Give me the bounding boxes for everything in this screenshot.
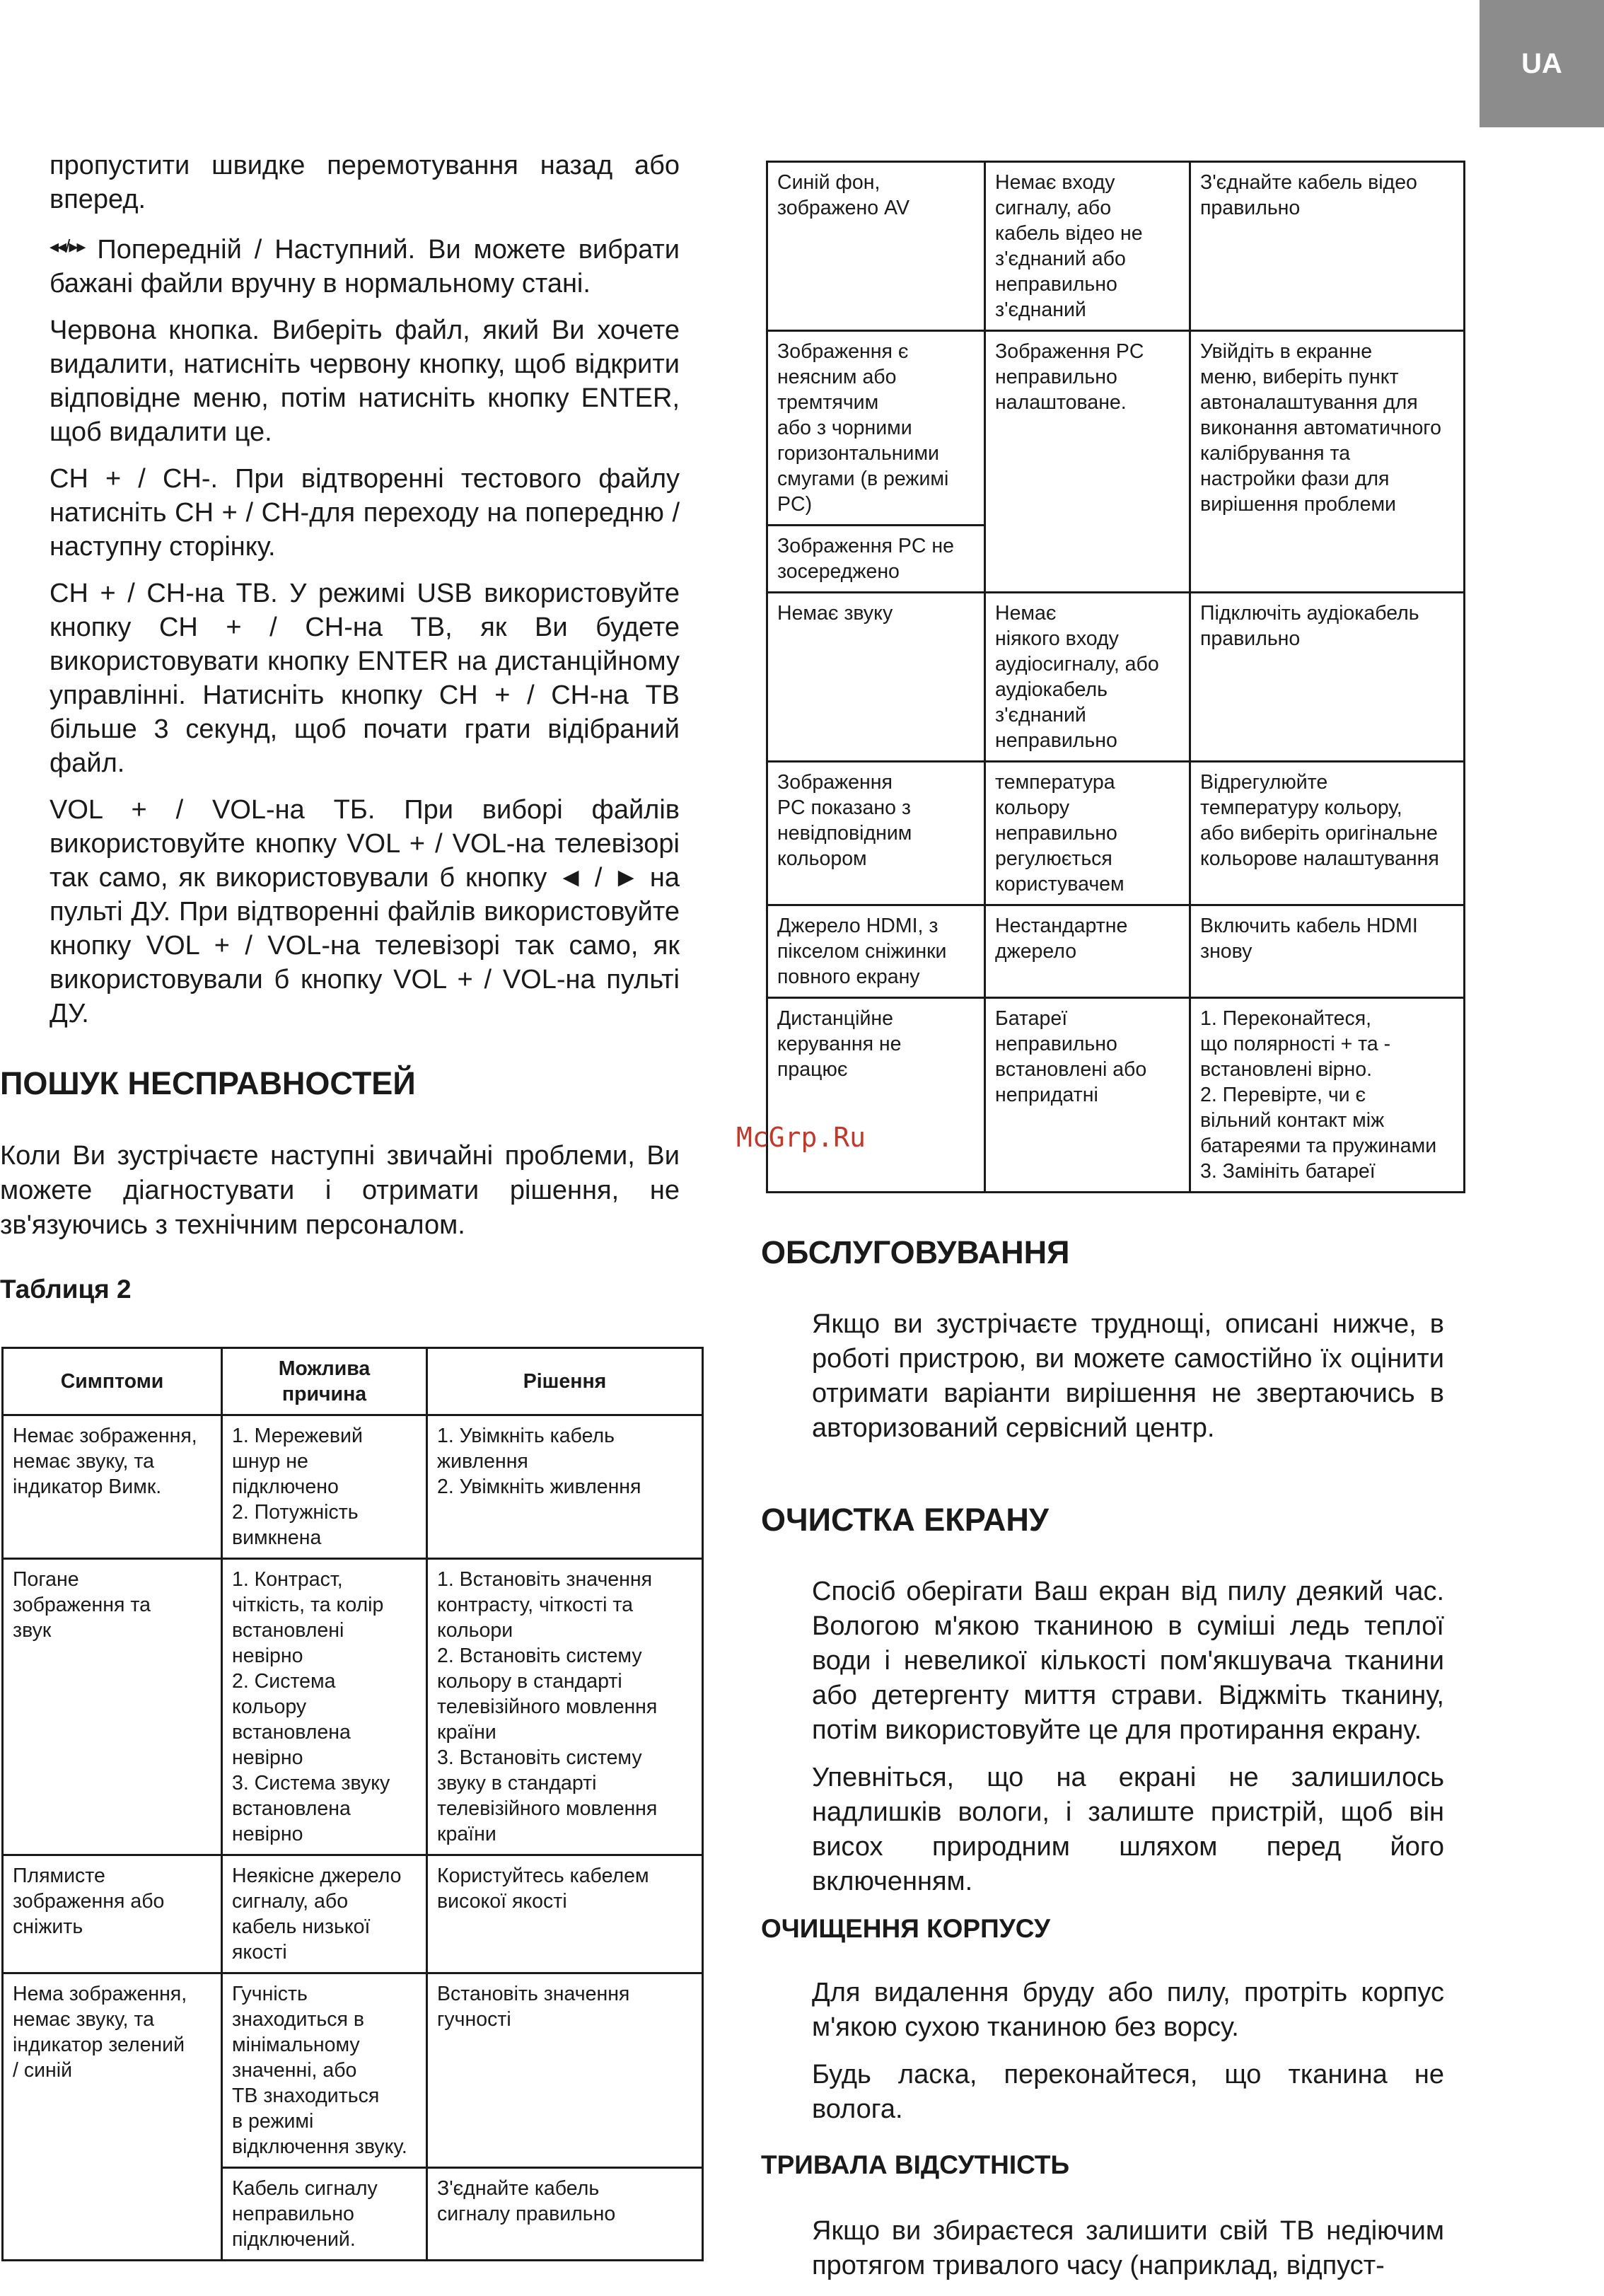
- long-absence-text: Якщо ви збираєтеся залишити свій ТВ недіючим протягом тривалого часу (наприклад, відпуст-: [812, 2216, 1444, 2280]
- cause-cell: Зображення PC неправильно налаштоване.: [985, 331, 1190, 593]
- solution-cell: Включить кабель HDMI знову: [1190, 905, 1465, 998]
- table-header-row: [3, 1348, 703, 1415]
- symptom-cell: Синій фон, зображено AV: [767, 162, 985, 331]
- case-cleaning-text-2: Будь ласка, переконайтеся, що тканина не волога.: [812, 2060, 1444, 2124]
- solution-cell: Підключіть аудіокабель правильно: [1190, 593, 1465, 762]
- solution-cell: Відрегулюйте температуру кольору, або виберіть оригінальне кольорове налаштування: [1190, 762, 1465, 905]
- symptom-cell: Зображення PC не зосереджено: [767, 526, 985, 593]
- paragraph-ch: CH + / CH-. При відтворенні тестового файлу натисніть CH + / CH-для переходу на попередню / наступну сторінку.: [50, 464, 680, 562]
- maintenance-block: [812, 1307, 1444, 1459]
- symptom-cell: Немає звуку: [767, 593, 985, 762]
- troubleshoot-title: ПОШУК НЕСПРАВНОСТЕЙ: [0, 1065, 416, 1101]
- symptom-cell: Зображення є неясним або тремтячим або з чорними горизонтальними смугами (в режимі PC): [767, 331, 985, 526]
- paragraph-rewind: пропустити швидке перемотування назад або вперед.: [50, 151, 680, 214]
- solution-cell: Встановіть значення гучності: [427, 1973, 703, 2168]
- solution-cell: З'єднайте кабель сигналу правильно: [427, 2168, 703, 2261]
- maintenance-text: Якщо ви зустрічаєте труднощі, описані нижче, в роботі пристрою, ви можете самостійно їх оцінити отримати варіанти вирішення не звертаючись в авторизований сервісний центр.: [812, 1309, 1444, 1443]
- language-tab: UA: [1480, 0, 1604, 127]
- screen-cleaning-block: [812, 1575, 1444, 1912]
- case-cleaning-text-1: Для видалення бруду або пилу, протріть корпус м'якою сухою тканиною без ворсу.: [812, 1978, 1444, 2042]
- symptom-cell: Зображення PC показано з невідповідним кольором: [767, 762, 985, 905]
- case-cleaning-block: [812, 1976, 1444, 2140]
- cause-cell: Батареї неправильно встановлені або непридатні: [985, 998, 1190, 1193]
- table-row: [3, 1855, 703, 1973]
- table-row: [767, 762, 1465, 905]
- watermark: McGrp.Ru: [736, 1122, 866, 1153]
- table-row: [767, 593, 1465, 762]
- table-row: [767, 905, 1465, 998]
- cause-cell: 1. Мережевий шнур не підключено 2. Потужність вимкнена: [222, 1415, 427, 1559]
- header-symptoms: Симптоми: [3, 1348, 222, 1415]
- troubleshoot-table-continued: [766, 161, 1465, 1193]
- screen-cleaning-text-1: Спосіб оберігати Ваш екран від пилу деякий час. Вологою м'якою тканиною в суміші ледь теплої води і невеликої кількості пом'якшувача тканини або детергенту миття страви. Віджміть тканину, потім використовуйте це для протирання екрану.: [812, 1577, 1444, 1745]
- left-column: [50, 149, 680, 1043]
- solution-cell: Увійдіть в екранне меню, виберіть пункт автоналаштування для виконання автоматичного калібрування та настройки фази для вирішення проблеми: [1190, 331, 1465, 593]
- symptom-cell: Джерело HDMI, з пікселом сніжинки повного екрану: [767, 905, 985, 998]
- header-cause: Можлива причина: [222, 1348, 427, 1415]
- paragraph-prev-next: [50, 229, 680, 301]
- paragraph-ch-tv: CH + / CH-на ТВ. У режимі USB використовуйте кнопку CH + / CH-на ТВ, як Ви будете використовувати кнопку ENTER на дистанційному управлінні. Натисніть кнопку CH + / CH-на ТВ більше 3 секунд, щоб почати грати відібраний файл.: [50, 579, 680, 778]
- screen-cleaning-text-2: Упевніться, що на екрані не залишилось надлишків вологи, і залиште пристрій, щоб він висох природним шляхом перед його включенням.: [812, 1763, 1444, 1896]
- table-row: [3, 1559, 703, 1855]
- paragraph-prev-next-text: Попередній / Наступний. Ви можете вибрати бажані файли вручну в нормальному стані.: [50, 235, 680, 298]
- header-solution: Рішення: [427, 1348, 703, 1415]
- solution-cell: 1. Переконайтеся, що полярності + та - встановлені вірно. 2. Перевірте, чи є вільний контакт між батареями та пружинами 3. Замініть батареї: [1190, 998, 1465, 1193]
- solution-cell: Користуйтесь кабелем високої якості: [427, 1855, 703, 1973]
- cause-cell: Немає ніякого входу аудіосигналу, або аудіокабель з'єднаний неправильно: [985, 593, 1190, 762]
- cause-cell: температура кольору неправильно регулюється користувачем: [985, 762, 1190, 905]
- long-absence-block: [812, 2214, 1444, 2296]
- solution-cell: 1. Увімкніть кабель живлення 2. Увімкніть живлення: [427, 1415, 703, 1559]
- troubleshoot-table: [1, 1347, 704, 2261]
- table-label: Таблиця 2: [0, 1275, 132, 1304]
- troubleshoot-intro: [0, 1139, 680, 1256]
- cause-cell: Неякісне джерело сигналу, або кабель низької якості: [222, 1855, 427, 1973]
- solution-cell: 1. Встановіть значення контрасту, чіткості та кольори 2. Встановіть систему кольору в стандарті телевізійного мовлення країни 3. Встановіть систему звуку в стандарті телевізійного мовлення країни: [427, 1559, 703, 1855]
- case-cleaning-title: ОЧИЩЕННЯ КОРПУСУ: [761, 1914, 1050, 1943]
- symptom-cell: Погане зображення та звук: [3, 1559, 222, 1855]
- table-row: [767, 998, 1465, 1193]
- screen-cleaning-title: ОЧИСТКА ЕКРАНУ: [761, 1502, 1049, 1538]
- table-row: [767, 162, 1465, 331]
- symptom-cell: Нема зображення, немає звуку, та індикатор зелений / синій: [3, 1973, 222, 2261]
- symptom-cell: Дистанційне керування не працює: [767, 998, 985, 1193]
- symptom-cell: Плямисте зображення або сніжить: [3, 1855, 222, 1973]
- long-absence-title: ТРИВАЛА ВІДСУТНІСТЬ: [761, 2150, 1070, 2179]
- solution-cell: З'єднайте кабель відео правильно: [1190, 162, 1465, 331]
- table-row: [3, 1415, 703, 1559]
- maintenance-title: ОБСЛУГОВУВАННЯ: [761, 1234, 1070, 1270]
- paragraph-vol-tv: VOL + / VOL-на ТБ. При виборі файлів використовуйте кнопку VOL + / VOL-на телевізорі так само, як використовували б кнопку ◄ / ► на пульті ДУ. При відтворенні файлів використовуйте кнопку VOL + / VOL-на телевізорі так само, як використовували б кнопку VOL + / VOL-на пульті ДУ.: [50, 795, 680, 1028]
- cause-cell: 1. Контраст, чіткість, та колір встановлені невірно 2. Система кольору встановлена невірно 3. Система звуку встановлена невірно: [222, 1559, 427, 1855]
- paragraph-red-button: Червона кнопка. Виберіть файл, який Ви хочете видалити, натисніть червону кнопку, щоб відкрити відповідне меню, потім натисніть кнопку ENTER, щоб видалити це.: [50, 315, 680, 447]
- cause-cell: Нестандартне джерело: [985, 905, 1190, 998]
- table-row: [3, 1973, 703, 2168]
- troubleshoot-intro-text: Коли Ви зустрічаєте наступні звичайні проблеми, Ви можете діагностувати і отримати рішення, не зв'язуючись з технічним персоналом.: [0, 1141, 680, 1240]
- prev-next-icon: ◂◂/▸▸: [50, 236, 85, 257]
- table-row: [767, 331, 1465, 526]
- cause-cell: Кабель сигналу неправильно підключений.: [222, 2168, 427, 2261]
- cause-cell: Гучність знаходиться в мінімальному значенні, або ТВ знаходиться в режимі відключення звуку.: [222, 1973, 427, 2168]
- cause-cell: Немає входу сигналу, або кабель відео не з'єднаний або неправильно з'єднаний: [985, 162, 1190, 331]
- symptom-cell: Немає зображення, немає звуку, та індикатор Вимк.: [3, 1415, 222, 1559]
